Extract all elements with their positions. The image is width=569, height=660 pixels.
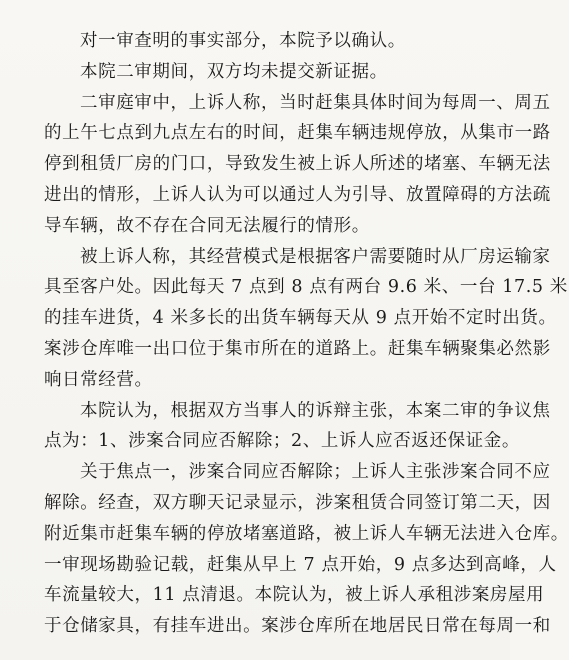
text-line: 本院二审期间，双方均未提交新证据。	[80, 61, 388, 82]
text-line: 车流量较大，11 点清退。本院认为，被上诉人承租涉案房屋用	[44, 585, 545, 606]
text-line: 被上诉人称，其经营模式是根据客户需要随时从厂房运输家	[80, 246, 551, 267]
text-line: 案涉仓库唯一出口位于集市所在的道路上。赶集车辆聚集必然影	[44, 338, 551, 359]
text-line: 一审现场勘验记载，赶集从早上 7 点开始，9 点多达到高峰，人	[44, 554, 557, 575]
text-line: 于仓储家具，有挂车进出。案涉仓库所在地居民日常在每周一和	[44, 616, 551, 637]
text-line: 本院认为，根据双方当事人的诉辩主张，本案二审的争议焦	[80, 400, 551, 421]
text-line: 解除。经查，双方聊天记录显示，涉案租赁合同签订第二天，因	[44, 492, 551, 513]
text-line: 关于焦点一，涉案合同应否解除；上诉人主张涉案合同不应	[80, 462, 551, 483]
text-line: 具至客户处。因此每天 7 点到 8 点有两台 9.6 米、一台 17.5 米	[44, 277, 568, 298]
text-line: 响日常经营。	[44, 369, 153, 390]
text-line: 进出的情形，上诉人认为可以通过人为引导、放置障碍的方法疏	[44, 184, 551, 205]
text-line: 附近集市赶集车辆的停放堵塞道路，被上诉人车辆无法进入仓库。	[44, 523, 569, 544]
text-line: 的挂车进货，4 米多长的出货车辆每天从 9 点开始不定时出货。	[44, 308, 557, 329]
text-line: 的上午七点到九点左右的时间，赶集车辆违规停放，从集市一路	[44, 123, 551, 144]
text-line: 二审庭审中，上诉人称，当时赶集具体时间为每周一、周五	[80, 92, 551, 113]
text-line: 导车辆，故不存在合同无法履行的情形。	[44, 215, 370, 236]
text-line: 停到租赁厂房的门口，导致发生被上诉人所述的堵塞、车辆无法	[44, 154, 551, 175]
text-line: 对一审查明的事实部分，本院予以确认。	[80, 31, 406, 51]
text-line: 点为：1、涉案合同应否解除；2、上诉人应否返还保证金。	[44, 431, 520, 452]
